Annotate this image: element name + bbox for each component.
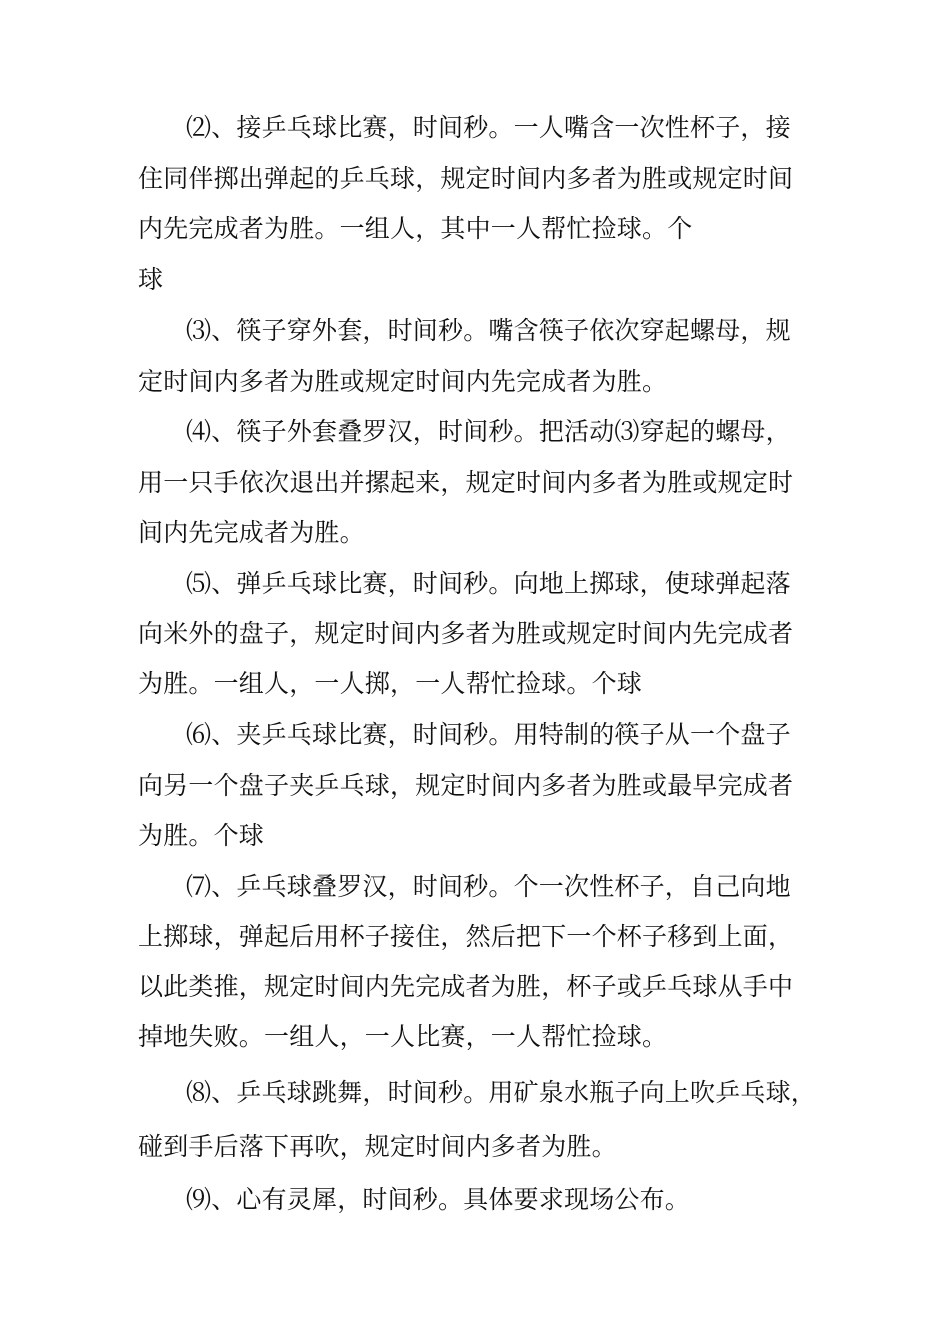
text-line: 定时间内多者为胜或规定时间内先完成者为胜。 [138,367,668,396]
text-line: 掉地失败。一组人，一人比赛，一人帮忙捡球。 [138,1022,668,1051]
text-line: 向另一个盘子夹乒乓球，规定时间内多者为胜或最早完成者 [138,771,794,800]
text-line: ⑵、接乒乓球比赛，时间秒。一人嘴含一次性杯子，接 [186,113,791,142]
text-line: ⑺、乒乓球叠罗汉，时间秒。个一次性杯子，自己向地 [186,872,791,901]
text-line: 为胜。一组人，一人掷，一人帮忙捡球。个球 [138,669,643,698]
text-line: 为胜。个球 [138,821,265,850]
text-line: ⑹、夹乒乓球比赛，时间秒。用特制的筷子从一个盘子 [186,720,791,749]
text-line: ⑸、弹乒乓球比赛，时间秒。向地上掷球，使球弹起落 [186,569,791,598]
text-line: 向米外的盘子，规定时间内多者为胜或规定时间内先完成者 [138,619,794,648]
text-line: 碰到手后落下再吹，规定时间内多者为胜。 [138,1132,617,1161]
text-line: ⑼、心有灵犀，时间秒。具体要求现场公布。 [186,1185,691,1214]
text-line: ⑷、筷子外套叠罗汉，时间秒。把活动⑶穿起的螺母， [186,417,791,446]
text-line: 住同伴掷出弹起的乒乓球，规定时间内多者为胜或规定时间 [138,164,794,193]
text-line: ⑶、筷子穿外套，时间秒。嘴含筷子依次穿起螺母，规 [186,316,791,345]
text-line: 球 [138,265,164,294]
text-line: ⑻、乒乓球跳舞，时间秒。用矿泉水瓶子向上吹乒乓球， [186,1078,817,1107]
text-line: 内先完成者为胜。一组人，其中一人帮忙捡球。个 [138,214,693,243]
text-line: 上掷球，弹起后用杯子接住，然后把下一个杯子移到上面， [138,922,794,951]
text-line: 以此类推，规定时间内先完成者为胜，杯子或乒乓球从手中 [138,972,794,1001]
text-line: 间内先完成者为胜。 [138,518,365,547]
text-line: 用一只手依次退出并摞起来，规定时间内多者为胜或规定时 [138,468,794,497]
